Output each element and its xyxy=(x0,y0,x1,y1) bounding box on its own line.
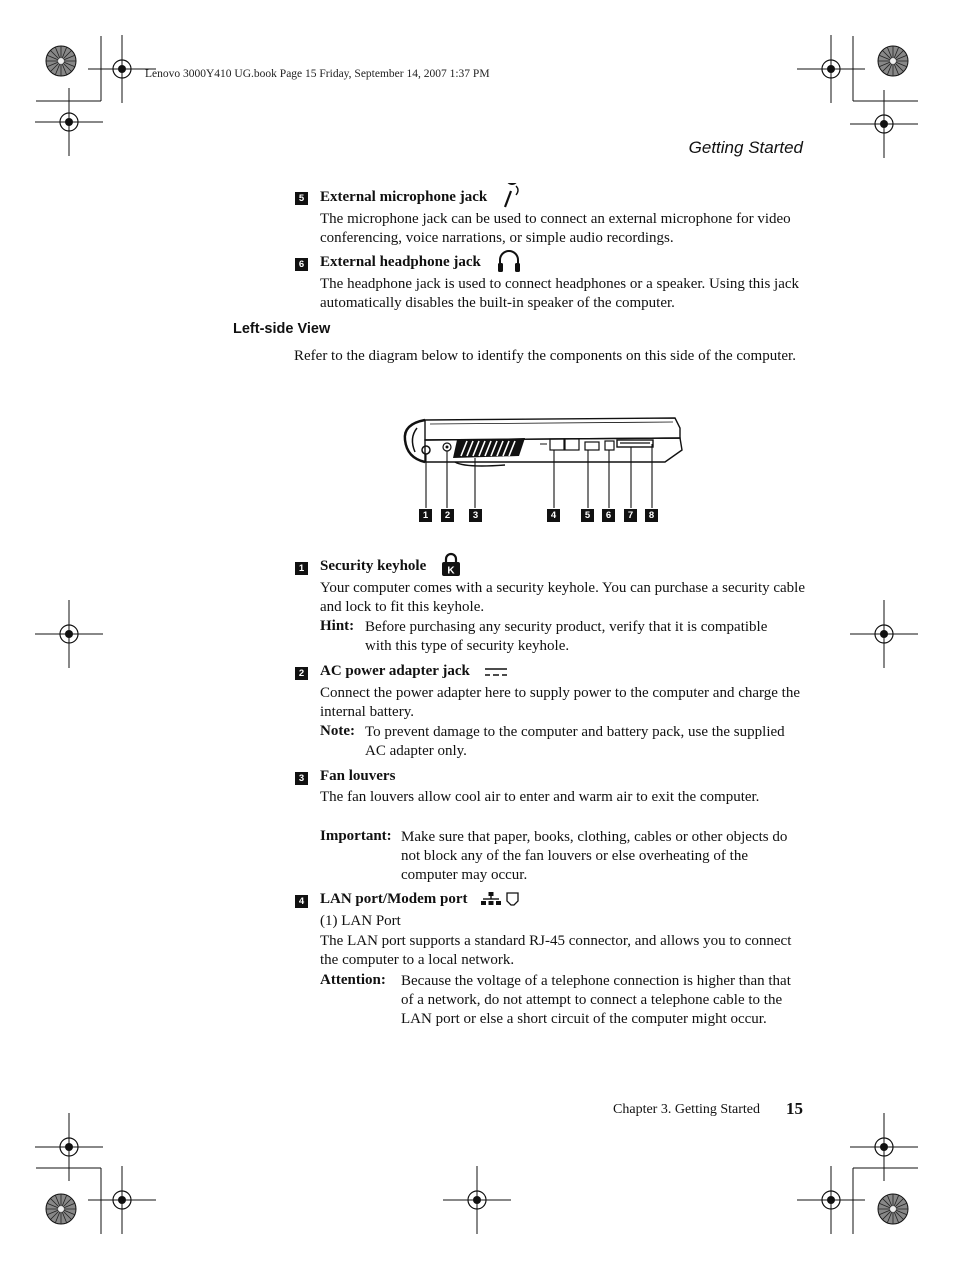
item-text-security-keyhole: Your computer comes with a security keyhole. You can purchase a security cable and lock to fit this keyhole. xyxy=(320,580,806,615)
running-head: Getting Started xyxy=(688,138,803,157)
item-text-headphone: The headphone jack is used to connect headphones or a speaker. Using this jack automatically disables the built-in speaker of the computer. xyxy=(320,276,800,311)
callout-3: 3 xyxy=(295,772,308,785)
callout-1: 1 xyxy=(295,562,308,575)
item-text-fan-louvers: The fan louvers allow cool air to enter and warm air to exit the computer. xyxy=(320,789,760,805)
item-title-fan-louvers: Fan louvers xyxy=(320,768,396,784)
item-title-security-keyhole: Security keyhole xyxy=(320,558,427,574)
attention-text: Because the voltage of a telephone connection is higher than that of a network, do not attempt to connect a telephone cable to the LAN port or else a short circuit of the computer might occur. xyxy=(401,973,791,1027)
callout-5: 5 xyxy=(295,192,308,205)
diagram-callout-3: 3 xyxy=(469,509,482,522)
section-heading: Left-side View xyxy=(233,321,331,337)
item-text-lan-modem: The LAN port supports a standard RJ-45 connector, and allows you to connect the computer to a local network. xyxy=(320,933,792,968)
item-title-headphone: External headphone jack xyxy=(320,254,481,270)
svg-text:K: K xyxy=(447,565,455,577)
dc-power-icon xyxy=(484,665,508,679)
attention-label: Attention: xyxy=(320,972,386,988)
microphone-icon xyxy=(500,183,522,209)
diagram-callout-7: 7 xyxy=(624,509,637,522)
item-text-microphone: The microphone jack can be used to connect an external microphone for video conferencing, voice narrations, or simple audio recordings. xyxy=(320,211,791,246)
important-text: Make sure that paper, books, clothing, cables or other objects do not block any of the fan louvers or else overheating of the computer may occur. xyxy=(401,829,788,883)
print-slug: Lenovo 3000Y410 UG.book Page 15 Friday, September 14, 2007 1:37 PM xyxy=(145,68,490,80)
diagram-callout-8: 8 xyxy=(645,509,658,522)
note-label: Note: xyxy=(320,723,355,739)
important-label: Important: xyxy=(320,828,392,844)
lan-modem-icon xyxy=(481,891,521,909)
diagram-callout-2: 2 xyxy=(441,509,454,522)
item-subtitle-lan: (1) LAN Port xyxy=(320,913,401,929)
diagram-callout-5: 5 xyxy=(581,509,594,522)
item-text-ac-adapter: Connect the power adapter here to supply power to the computer and charge the internal battery. xyxy=(320,685,800,720)
hint-text: Before purchasing any security product, verify that it is compatible with this type of security keyhole. xyxy=(365,619,768,654)
left-side-view-diagram xyxy=(395,410,695,525)
item-title-lan-modem: LAN port/Modem port xyxy=(320,891,468,907)
diagram-callout-4: 4 xyxy=(547,509,560,522)
lock-icon xyxy=(441,552,461,577)
section-intro: Refer to the diagram below to identify the components on this side of the computer. xyxy=(294,348,796,364)
callout-2: 2 xyxy=(295,667,308,680)
callout-6: 6 xyxy=(295,258,308,271)
headphone-icon xyxy=(496,248,522,274)
diagram-callout-1: 1 xyxy=(419,509,432,522)
callout-4: 4 xyxy=(295,895,308,908)
diagram-callout-6: 6 xyxy=(602,509,615,522)
item-title-ac-adapter: AC power adapter jack xyxy=(320,663,470,679)
footer-chapter: Chapter 3. Getting Started xyxy=(613,1102,760,1117)
hint-label: Hint: xyxy=(320,618,355,634)
item-title-microphone: External microphone jack xyxy=(320,189,488,205)
page-number: 15 xyxy=(786,1099,803,1118)
note-text: To prevent damage to the computer and battery pack, use the supplied AC adapter only. xyxy=(365,724,785,759)
